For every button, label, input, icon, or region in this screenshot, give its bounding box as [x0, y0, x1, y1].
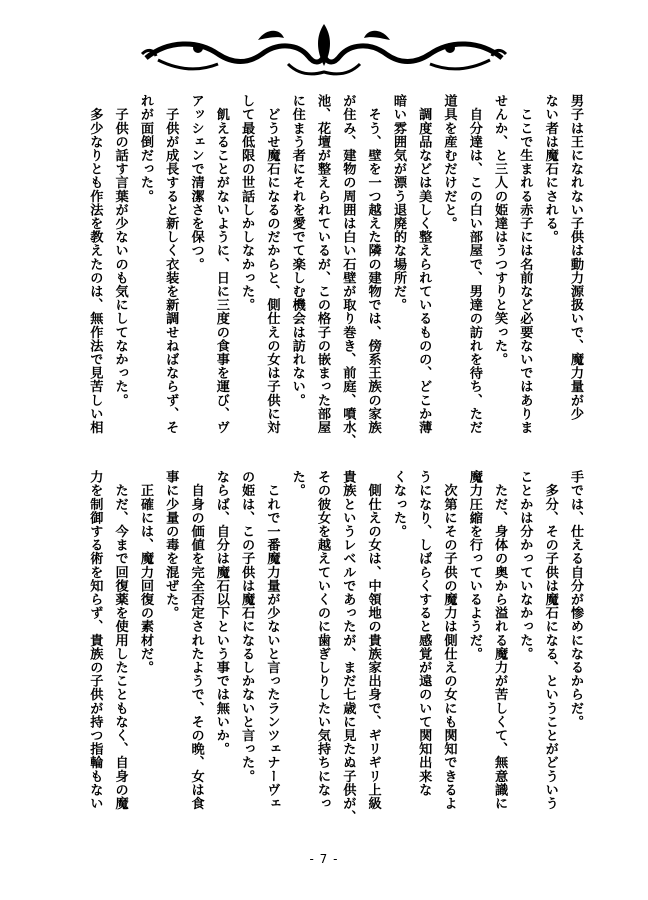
- text-line: アッシェンで清潔さを保つ。: [188, 94, 204, 271]
- text-line: 多少なりとも作法を教えたのは、無作法で見苦しい相: [87, 94, 103, 434]
- text-line: 力を制御する術を知らず、貴族の子供が持つ指輪もない: [87, 470, 103, 810]
- text-line: の姫は、この子供は魔石になるしかないと言った。: [239, 470, 255, 783]
- text-line: 次第にその子供の魔力は側仕えの女にも関知できるよ: [441, 470, 457, 810]
- text-line: 正確には、魔力回復の素材だ。: [137, 470, 153, 674]
- text-line: ならば、自分は魔石以下という事では無いか。: [213, 470, 229, 756]
- page-number: - 7 -: [309, 852, 339, 866]
- text-line: ただ、身体の奥から溢れる魔力が苦しくて、無意識に: [492, 470, 508, 810]
- text-line: 自分達は、この白い部屋で、男達の訪れを待ち、ただ: [466, 94, 482, 434]
- lower-text-block: [53, 470, 588, 834]
- text-line: 調度品などは美しく整えられているものの、どこか薄: [416, 94, 432, 434]
- text-line: 道具を産むだけだと。: [441, 94, 457, 230]
- text-line: ただ、今まで回復薬を使用したこともなく、自身の魔: [112, 470, 128, 810]
- text-line: して最低限の世話しかしなかった。: [239, 94, 255, 312]
- decorative-header-ornament: [138, 20, 510, 82]
- text-line: 池、花壇が整えられているが、この格子の嵌まった部屋: [315, 94, 331, 434]
- text-line: 魔力圧縮を行っているようだ。: [466, 470, 482, 661]
- text-line: 子供の話す言葉が少ないのも気にしてなかった。: [112, 94, 128, 407]
- text-line: 側仕えの女は、中領地の貴族家出身で、ギリギリ上級: [365, 470, 381, 810]
- text-line: が住み、建物の周囲は白い石壁が取り巻き、前庭、噴水、: [340, 94, 356, 448]
- text-line: に住まう者にそれを愛でて楽しむ機会は訪れない。: [289, 94, 305, 407]
- text-line: 暗い雰囲気が漂う退廃的な場所だ。: [390, 94, 406, 312]
- text-line: ことかは分かっていなかった。: [517, 470, 533, 661]
- text-line: 手では、仕える自分が惨めになるからだ。: [568, 470, 583, 729]
- text-line: うになり、しばらくすると感覚が遠のいて関知出来な: [416, 470, 432, 797]
- text-line: 自身の価値を完全否定されたようで、その晩、女は食: [188, 470, 204, 810]
- text-line: 事に少量の毒を混ぜた。: [163, 470, 179, 620]
- text-line: 子供が成長すると新しく衣装を新調せねばならず、そ: [163, 94, 179, 434]
- text-line: そう、壁を一つ越えた隣の建物では、傍系王族の家族: [365, 94, 381, 434]
- text-line: ない者は魔石にされる。: [542, 94, 558, 244]
- text-line: くなった。: [390, 470, 406, 538]
- text-line: ここで生まれる赤子には名前など必要ないではありま: [517, 94, 533, 434]
- text-line: 飢えることがないように、日に三度の食事を運び、ヴ: [213, 94, 229, 434]
- upper-text-block: [53, 94, 588, 448]
- text-line: 男子は王になれない子供は動力源扱いで、魔力量が少: [568, 94, 583, 421]
- text-line: その彼女を越えていくのに歯ぎしりしたい気持ちになっ: [315, 470, 331, 810]
- text-line: どうせ魔石になるのだからと、側仕えの女は子供に対: [264, 94, 280, 434]
- text-line: これで一番魔力量が少ないと言ったランツェナーヴェ: [264, 470, 280, 810]
- text-line: 多分、その子供は魔石になる、ということがどういう: [542, 470, 558, 810]
- text-line: れが面倒だった。: [137, 94, 153, 203]
- text-line: せんか、と三人の姫達はうつすりと笑った。: [492, 94, 508, 366]
- text-line: た。: [289, 470, 305, 498]
- text-line: 貴族というレベルであったが、まだ七歳に見たぬ子供が、: [340, 470, 356, 824]
